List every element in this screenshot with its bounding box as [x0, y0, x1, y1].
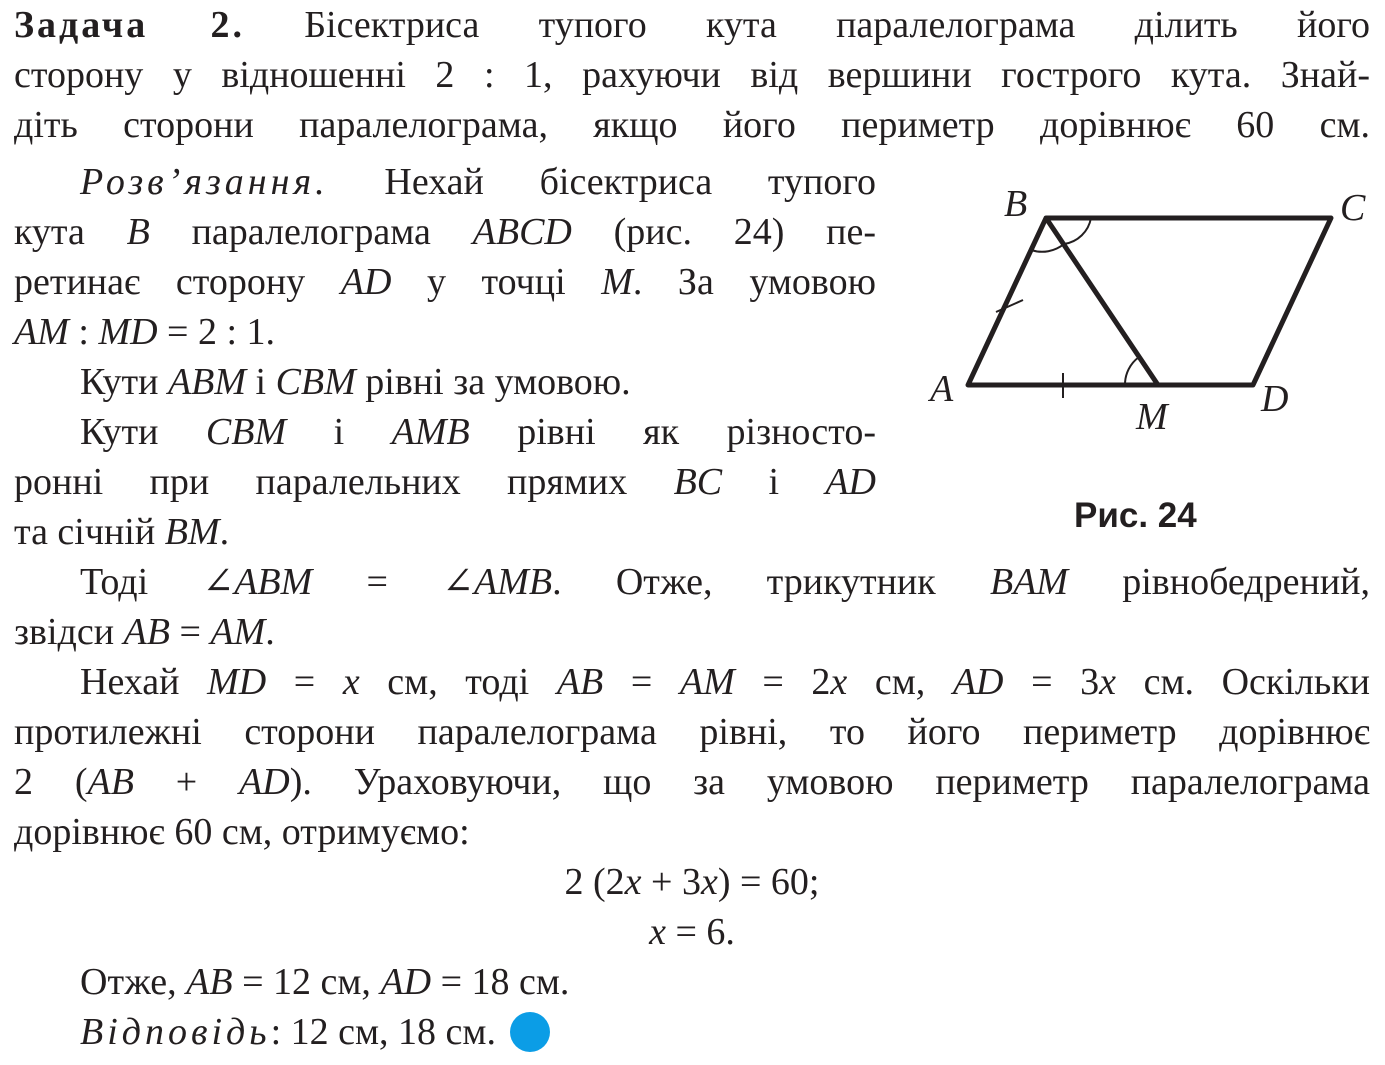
text-span: = — [169, 611, 211, 653]
problem-label: Задача 2. — [14, 4, 245, 46]
math-span: BM — [164, 511, 220, 553]
math-span: AD — [380, 961, 432, 1003]
solution-line-5 — [80, 357, 876, 407]
angle-arc-cbm — [1064, 218, 1091, 244]
point-label-b: B — [1004, 183, 1028, 225]
solution-line-2 — [14, 207, 876, 257]
text-span: см, тоді — [359, 661, 557, 703]
text-span: . — [265, 611, 275, 653]
figure-24 — [912, 168, 1372, 458]
text-span: . За умовою — [632, 261, 876, 303]
math-span: M — [601, 261, 633, 303]
text-span: (рис. 24) пе- — [571, 211, 876, 253]
math-span: AD — [952, 661, 1004, 703]
answer-line — [80, 1007, 1370, 1057]
text-span: + 3 — [641, 861, 701, 903]
math-span: AM — [679, 661, 735, 703]
solution-line-4 — [14, 307, 876, 357]
text-span: Кути — [80, 411, 206, 453]
text-span: = 12 см, — [232, 961, 381, 1003]
text-span: Тоді — [80, 561, 203, 603]
text-span: . Отже, трикутник — [552, 561, 990, 603]
math-span: AD — [340, 261, 392, 303]
text-span: = 6. — [665, 911, 735, 953]
text-span: = — [312, 561, 443, 603]
solution-line-7 — [14, 457, 876, 507]
parallelogram-diagram — [912, 168, 1372, 458]
solution-line-3 — [14, 257, 876, 307]
text-span: 2 (2 — [564, 861, 625, 903]
text-span: рівні як різносто- — [469, 411, 877, 453]
text-span: рівнобедрений, — [1068, 561, 1370, 603]
angle-arc-amb — [1125, 357, 1139, 385]
math-span: x — [1099, 661, 1116, 703]
text-span: кута — [14, 211, 127, 253]
math-span: CBM — [275, 361, 356, 403]
text-span: ретинає сторону — [14, 261, 341, 303]
text-span: паралелограма — [149, 211, 473, 253]
math-span: ABCD — [472, 211, 572, 253]
text-span: = 2 : 1. — [157, 311, 276, 353]
text-span: = 3 — [1003, 661, 1100, 703]
text-span: Отже, — [80, 961, 187, 1003]
math-span: BC — [673, 461, 723, 503]
solution-label: Розв’язання. — [80, 161, 329, 203]
text-span: : — [68, 311, 99, 353]
answer-text: : 12 см, 18 см. — [270, 1011, 496, 1053]
solution-line-17 — [80, 957, 1370, 1007]
math-span: ABM — [167, 361, 247, 403]
math-span: ∠AMB — [442, 561, 553, 603]
equation-1 — [14, 857, 1370, 907]
solution-line-14: дорівнює 60 см, отримуємо: — [14, 811, 470, 853]
solution-line-6 — [80, 407, 876, 457]
problem-text: Бісектриса тупого кута паралелограма ділить його — [304, 4, 1370, 46]
math-span: x — [649, 911, 666, 953]
solution-line-1 — [80, 157, 876, 207]
end-marker-icon — [510, 1012, 550, 1052]
text-span: = 18 см. — [431, 961, 570, 1003]
solution-line-11 — [80, 657, 1370, 707]
text-span: + — [133, 761, 240, 803]
point-label-d: D — [1261, 378, 1289, 420]
solution-text: Нехай бісектриса тупого — [384, 161, 877, 203]
solution-line-10 — [14, 607, 1370, 657]
angle-marks — [996, 218, 1139, 398]
text-span: см, — [847, 661, 953, 703]
equation-2 — [14, 907, 1370, 957]
point-label-m: M — [1136, 396, 1168, 438]
solution-line-13 — [14, 757, 1370, 807]
math-span: AB — [556, 661, 604, 703]
text-span: звідси — [14, 611, 124, 653]
text-span: і — [286, 411, 392, 453]
math-span: x — [830, 661, 848, 703]
answer-label: Відповідь — [80, 1011, 271, 1053]
math-span: AB — [123, 611, 170, 653]
math-span: CBM — [205, 411, 287, 453]
text-span: Кути — [80, 361, 168, 403]
text-span: рівні за умовою. — [355, 361, 631, 403]
math-span: x — [342, 661, 360, 703]
text-span: і — [722, 461, 826, 503]
math-span: MD — [98, 311, 158, 353]
math-span: x — [700, 861, 718, 903]
parallelogram-abcd — [968, 218, 1331, 385]
parallelogram-shape — [968, 218, 1331, 385]
text-span: см. Оскільки — [1116, 661, 1371, 703]
math-span: BAM — [989, 561, 1069, 603]
solution-line-8 — [14, 507, 876, 557]
text-span: = — [266, 661, 343, 703]
text-span: ). Ураховуючи, що за умовою периметр паралелограма — [289, 761, 1371, 803]
math-span: AM — [210, 611, 266, 653]
text-span: і — [246, 361, 276, 403]
math-span: AMB — [391, 411, 470, 453]
math-span: AD — [825, 461, 876, 503]
problem-line-1 — [14, 0, 1370, 50]
math-span: AM — [14, 311, 69, 353]
text-span: 2 ( — [14, 761, 88, 803]
text-span: = 2 — [734, 661, 831, 703]
bisector-bm — [1046, 218, 1158, 385]
figure-caption: Рис. 24 — [1074, 496, 1197, 535]
text-span: Нехай — [80, 661, 208, 703]
math-span: x — [624, 861, 642, 903]
math-span: MD — [207, 661, 267, 703]
point-label-c: C — [1340, 187, 1366, 229]
math-span: ∠ABM — [202, 561, 313, 603]
problem-line-3: діть сторони паралелограма, якщо його периметр дорівнює 60 см. — [14, 104, 1370, 146]
math-span: AB — [87, 761, 134, 803]
point-label-a: A — [930, 368, 954, 410]
text-span: ) = 60; — [717, 861, 820, 903]
text-span: . — [219, 511, 230, 553]
text-span: у точці — [391, 261, 602, 303]
math-span: B — [126, 211, 150, 253]
text-span: = — [603, 661, 680, 703]
solution-line-9 — [80, 557, 1370, 607]
text-span: та січній — [14, 511, 165, 553]
math-span: AB — [186, 961, 233, 1003]
math-span: AD — [239, 761, 290, 803]
text-span: ронні при паралельних прямих — [14, 461, 674, 503]
solution-line-12: протилежні сторони паралелограма рівні, то його периметр дорівнює — [14, 711, 1370, 753]
problem-line-2: сторону у відношенні 2 : 1, рахуючи від вершини гострого кута. Знай- — [14, 54, 1370, 96]
